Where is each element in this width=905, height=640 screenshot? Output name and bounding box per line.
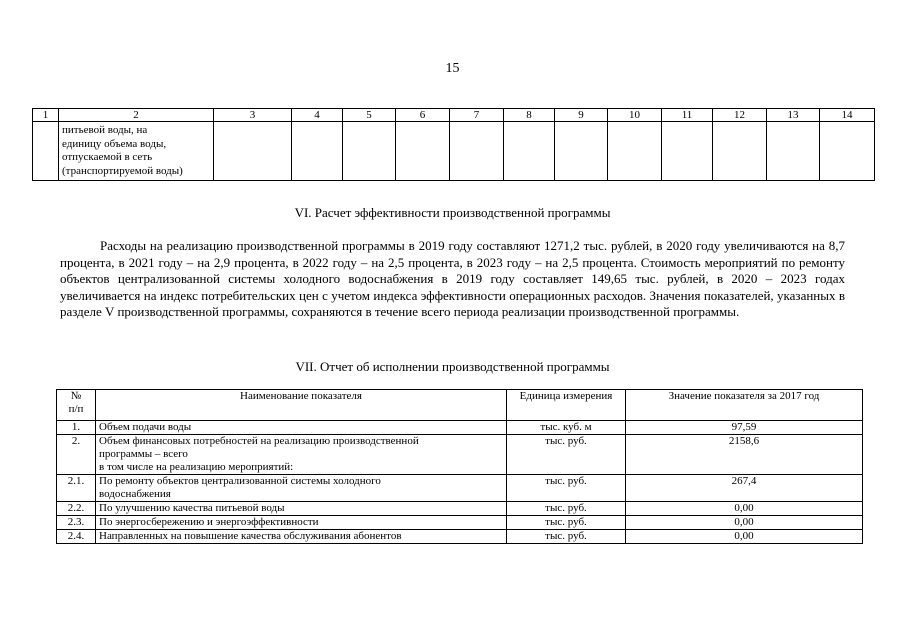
row-number: 1. [57,421,96,435]
report-table [56,389,863,544]
table-row [57,530,863,544]
text-line: (транспортируемой воды) [62,164,183,177]
empty-cell [713,122,767,181]
table-row [33,122,875,181]
table-row [57,516,863,530]
empty-cell [662,122,713,181]
column-number: 5 [343,109,396,122]
row-name [96,421,507,435]
row-name [96,475,507,502]
column-number: 6 [396,109,450,122]
row-unit: тыс. руб. [507,502,626,516]
empty-cell [343,122,396,181]
table-row [57,421,863,435]
row-value: 0,00 [626,530,863,544]
header-number-line: № [70,390,82,402]
text-line: единицу объема воды, [62,137,167,150]
text-line: По ремонту объектов централизованной системы холодного [99,475,381,487]
row-number: 2.1. [57,475,96,502]
text-line: Объем подачи воды [99,421,192,433]
table-row [57,502,863,516]
column-number: 2 [59,109,214,122]
row-name [96,435,507,475]
text-line: По улучшению качества питьевой воды [99,502,285,514]
text-line: Направленных на повышение качества обслуживания абонентов [99,530,402,542]
indicator-name-cell [59,122,214,181]
column-number: 8 [504,109,555,122]
column-number: 14 [820,109,875,122]
empty-cell [608,122,662,181]
column-number-row [33,109,875,122]
row-value: 97,59 [626,421,863,435]
row-value: 2158,6 [626,435,863,475]
row-unit: тыс. руб. [507,475,626,502]
column-number: 13 [767,109,820,122]
text-line: отпускаемой в сеть [62,151,153,163]
column-number: 9 [555,109,608,122]
empty-cell [504,122,555,181]
table-row [57,435,863,475]
empty-cell [292,122,343,181]
row-unit: тыс. куб. м [507,421,626,435]
text-line: в том числе на реализацию мероприятий: [99,461,294,473]
column-number: 7 [450,109,504,122]
page-number: 15 [445,61,460,76]
empty-cell [33,122,59,181]
column-number: 11 [662,109,713,122]
report-header-row [57,390,863,421]
row-unit: тыс. руб. [507,530,626,544]
row-value: 267,4 [626,475,863,502]
text-line: питьевой воды, на [62,124,148,136]
row-name [96,516,507,530]
column-number: 10 [608,109,662,122]
section-6-paragraph: Расходы на реализацию производственной программы в 2019 году составляют 1271,2 тыс. рублей, в 2020 году увеличиваются на 8,7 процента, в 2021 году – на 2,9 процента, в 2022 году – на 2,5 процента, в 2023 году – на 2,5 процента. Стоимость мероприятий по ремонту объектов централизованной системы холодного водоснабжения в 2019 году составляет 149,65 тыс. рублей, в 2020 – 2023 годах увеличивается на индекс потребительских цен с учетом индекса эффективности операционных расходов. Значения показателей, указанных в разделе V производственной программы, сохраняются в течение всего периода реализации производственной программы. [60,238,845,319]
column-number: 4 [292,109,343,122]
column-number: 12 [713,109,767,122]
empty-cell [820,122,875,181]
row-value: 0,00 [626,502,863,516]
section-7-title: VII. Отчет об исполнении производственной программы [295,359,610,374]
empty-cell [450,122,504,181]
table-row [57,475,863,502]
text-line: водоснабжения [99,488,171,500]
row-value: 0,00 [626,516,863,530]
header-number [57,390,96,421]
empty-cell [396,122,450,181]
column-number: 3 [214,109,292,122]
row-number: 2. [57,435,96,475]
text-line: По энергосбережению и энергоэффективности [99,516,319,528]
text-line: Объем финансовых потребностей на реализацию производственной [99,435,419,447]
row-number: 2.4. [57,530,96,544]
indicators-table-continuation [32,108,875,181]
empty-cell [214,122,292,181]
header-indicator-name: Наименование показателя [96,390,507,421]
text-line: программы – всего [99,448,188,460]
section-6-title: VI. Расчет эффективности производственной программы [294,205,611,220]
header-unit: Единица измерения [507,390,626,421]
empty-cell [555,122,608,181]
row-name [96,530,507,544]
empty-cell [767,122,820,181]
row-number: 2.3. [57,516,96,530]
row-name [96,502,507,516]
header-number-line: п/п [68,403,84,415]
row-unit: тыс. руб. [507,435,626,475]
header-value: Значение показателя за 2017 год [626,390,863,421]
column-number: 1 [33,109,59,122]
row-number: 2.2. [57,502,96,516]
row-unit: тыс. руб. [507,516,626,530]
